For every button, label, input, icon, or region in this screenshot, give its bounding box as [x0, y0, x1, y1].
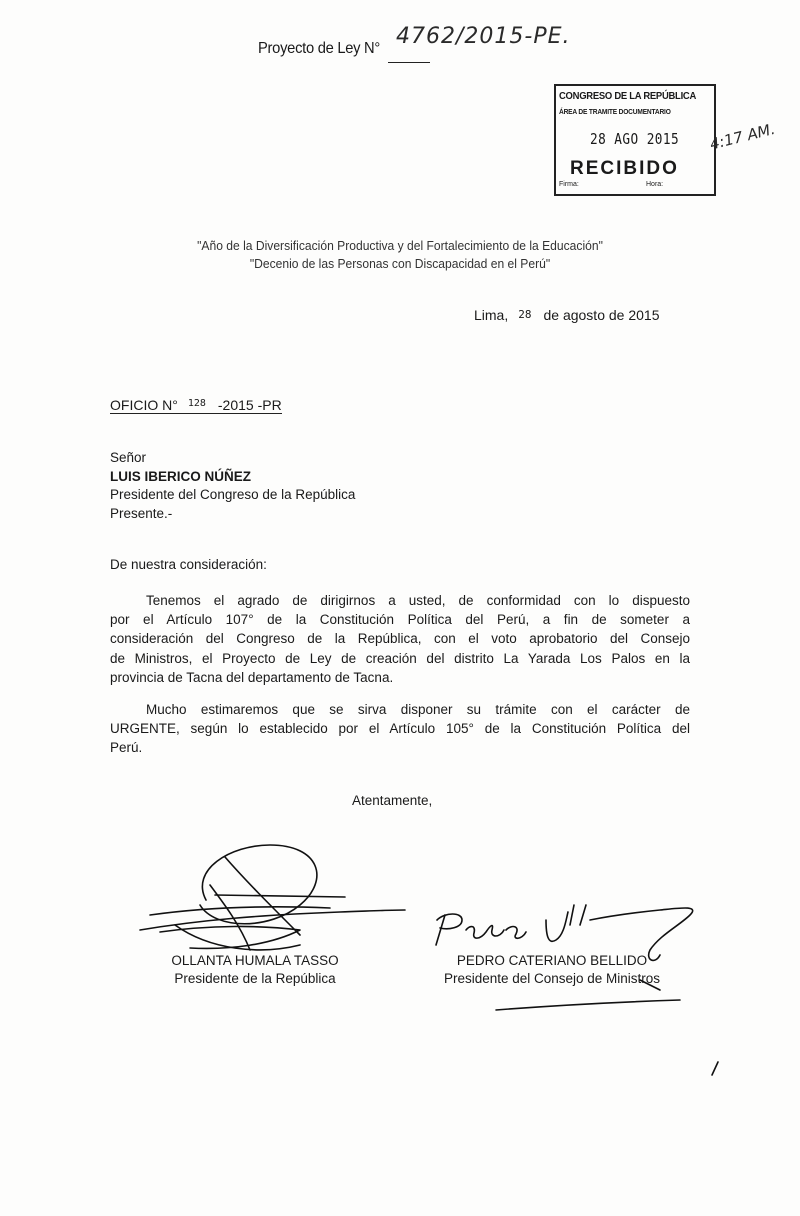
bill-number-label: Proyecto de Ley N° [258, 40, 381, 57]
paragraph-line: por el Artículo 107° de la Constitución Política del Perú, a fin de someter a [110, 612, 690, 628]
oficio-suffix: -2015 -PR [217, 397, 282, 413]
stamp-institution: CONGRESO DE LA REPÚBLICA [559, 90, 697, 102]
paragraph-line: provincia de Tacna del departamento de Tacna. [110, 669, 394, 685]
body-paragraph-1 [110, 591, 690, 687]
stamp-handwritten-time: 4:17 AM. [708, 119, 777, 154]
signer-1-title: Presidente de la República [174, 971, 336, 986]
signer-2-name: PEDRO CATERIANO BELLIDO [456, 953, 648, 968]
greeting: De nuestra consideración: [110, 557, 267, 572]
paragraph-line: de Ministros, el Proyecto de Ley de creación del distrito La Yarada Los Palos en la [110, 650, 690, 666]
oficio-number-value: 128 [187, 398, 206, 409]
date-city: Lima, [474, 307, 509, 323]
body-paragraph-2 [110, 700, 690, 758]
addressee-position: Presidente del Congreso de la República [110, 487, 356, 502]
bill-number-handwritten: 4762/2015-PE. [396, 24, 571, 49]
signature-1 [140, 845, 405, 950]
year-motto: "Año de la Diversificación Productiva y del Fortalecimiento de la Educación" [197, 238, 603, 253]
oficio-prefix: OFICIO N° [110, 397, 178, 413]
paragraph-line: consideración del Congreso de la República, con el voto aprobatorio del Consejo [110, 631, 690, 647]
bill-number-underline [388, 62, 430, 63]
date-line [474, 307, 659, 323]
addressee-title: Señor [110, 450, 147, 465]
signer-2-title: Presidente del Consejo de Ministros [443, 971, 661, 986]
paragraph-line: Mucho estimaremos que se sirva disponer su trámite con el carácter de [146, 702, 690, 717]
date-day: 28 [518, 308, 532, 321]
paragraph-line: URGENTE, según lo establecido por el Artículo 105° de la Constitución Política del [110, 721, 690, 737]
stamp-firma-label: Firma: [559, 181, 579, 188]
signature-2 [436, 905, 718, 1075]
stamp-received-label: RECIBIDO [570, 158, 679, 179]
signer-1-name: OLLANTA HUMALA TASSO [171, 953, 339, 968]
stamp-department: ÁREA DE TRAMITE DOCUMENTARIO [559, 107, 671, 116]
closing: Atentamente, [352, 793, 433, 808]
addressee-presente: Presente.- [110, 506, 173, 521]
stamp-date: 28 AGO 2015 [590, 130, 680, 148]
stamp-hora-label: Hora: [646, 181, 664, 188]
date-month-year: de agosto de 2015 [543, 307, 660, 323]
addressee-name: LUIS IBERICO NÚÑEZ [110, 469, 252, 484]
paragraph-line: Perú. [110, 740, 143, 756]
decade-motto: "Decenio de las Personas con Discapacidad en el Perú" [249, 256, 551, 271]
paragraph-line: Tenemos el agrado de dirigirnos a usted, de conformidad con lo dispuesto [146, 593, 690, 608]
oficio-number [110, 397, 282, 414]
